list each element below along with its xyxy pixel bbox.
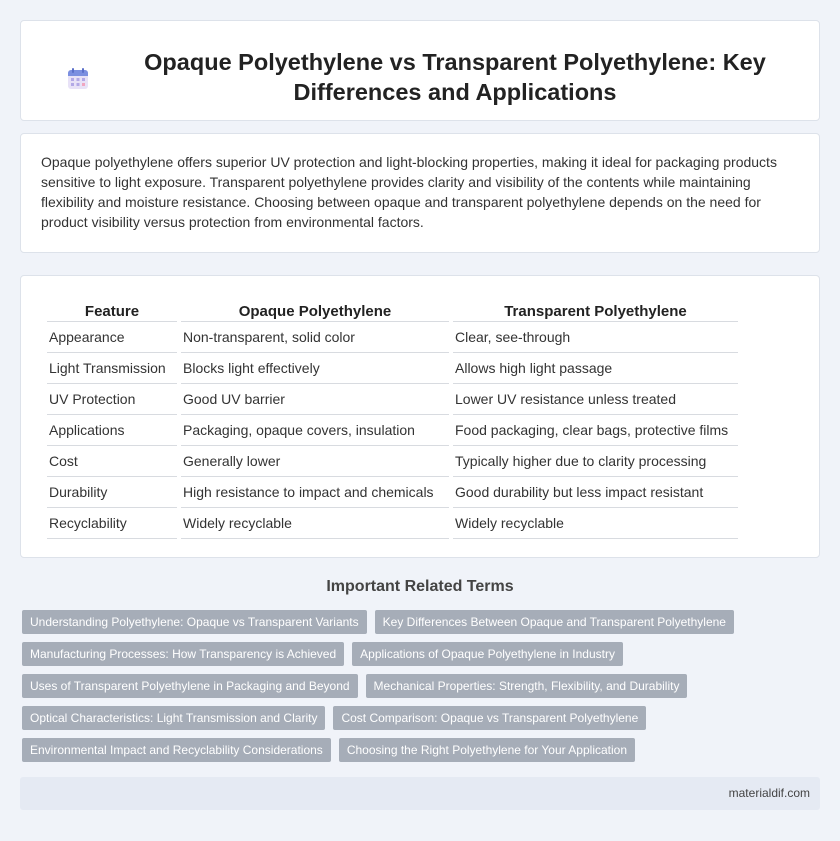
related-term-tag[interactable]: Cost Comparison: Opaque vs Transparent Polyethylene [333,706,646,730]
row-opaque: Generally lower [181,446,449,477]
footer-bar [20,777,820,810]
row-opaque: Good UV barrier [181,384,449,415]
table-header-row [47,294,738,322]
table-row [47,384,738,415]
row-feature: Durability [47,477,177,508]
row-feature: UV Protection [47,384,177,415]
related-term-tag[interactable]: Key Differences Between Opaque and Transparent Polyethylene [375,610,734,634]
related-term-tag[interactable]: Applications of Opaque Polyethylene in Industry [352,642,623,666]
row-transparent: Widely recyclable [453,508,738,539]
title-card [20,20,820,121]
row-transparent: Typically higher due to clarity processing [453,446,738,477]
related-term-tag[interactable]: Understanding Polyethylene: Opaque vs Transparent Variants [22,610,367,634]
header-opaque: Opaque Polyethylene [181,294,449,322]
row-opaque: Non-transparent, solid color [181,322,449,353]
row-feature: Recyclability [47,508,177,539]
table-row [47,415,738,446]
row-opaque: Widely recyclable [181,508,449,539]
row-feature: Cost [47,446,177,477]
table-row [47,353,738,384]
row-transparent: Allows high light passage [453,353,738,384]
related-terms-list [22,610,812,762]
related-term-tag[interactable]: Manufacturing Processes: How Transparency is Achieved [22,642,344,666]
row-transparent: Food packaging, clear bags, protective films [453,415,738,446]
row-opaque: Blocks light effectively [181,353,449,384]
comparison-card [20,275,820,558]
comparison-table [43,294,742,539]
related-terms-heading: Important Related Terms [326,578,514,595]
row-transparent: Clear, see-through [453,322,738,353]
related-term-tag[interactable]: Mechanical Properties: Strength, Flexibility, and Durability [366,674,688,698]
table-row [47,446,738,477]
site-link[interactable]: materialdif.com [728,786,810,800]
table-row [47,322,738,353]
row-feature: Applications [47,415,177,446]
row-feature: Appearance [47,322,177,353]
related-term-tag[interactable]: Uses of Transparent Polyethylene in Packaging and Beyond [22,674,358,698]
related-term-tag[interactable]: Choosing the Right Polyethylene for Your Application [339,738,635,762]
related-term-tag[interactable]: Environmental Impact and Recyclability Considerations [22,738,331,762]
intro-card [20,133,820,253]
header-transparent: Transparent Polyethylene [453,294,738,322]
table-row [47,508,738,539]
intro-paragraph: Opaque polyethylene offers superior UV protection and light-blocking properties, making it ideal for packaging products sensitive to light exposure. Transparent polyethylene provides clarity and visibility of the contents while maintaining flexibility and moisture resistance. Choosing between opaque and transparent polyethylene depends on the need for product visibility versus protection from environmental factors. [41,154,777,230]
related-term-tag[interactable]: Optical Characteristics: Light Transmission and Clarity [22,706,325,730]
header-feature: Feature [47,294,177,322]
row-opaque: High resistance to impact and chemicals [181,477,449,508]
table-row [47,477,738,508]
page-title: Opaque Polyethylene vs Transparent Polyethylene: Key Differences and Applications [144,49,766,105]
row-transparent: Good durability but less impact resistant [453,477,738,508]
row-feature: Light Transmission [47,353,177,384]
row-opaque: Packaging, opaque covers, insulation [181,415,449,446]
row-transparent: Lower UV resistance unless treated [453,384,738,415]
